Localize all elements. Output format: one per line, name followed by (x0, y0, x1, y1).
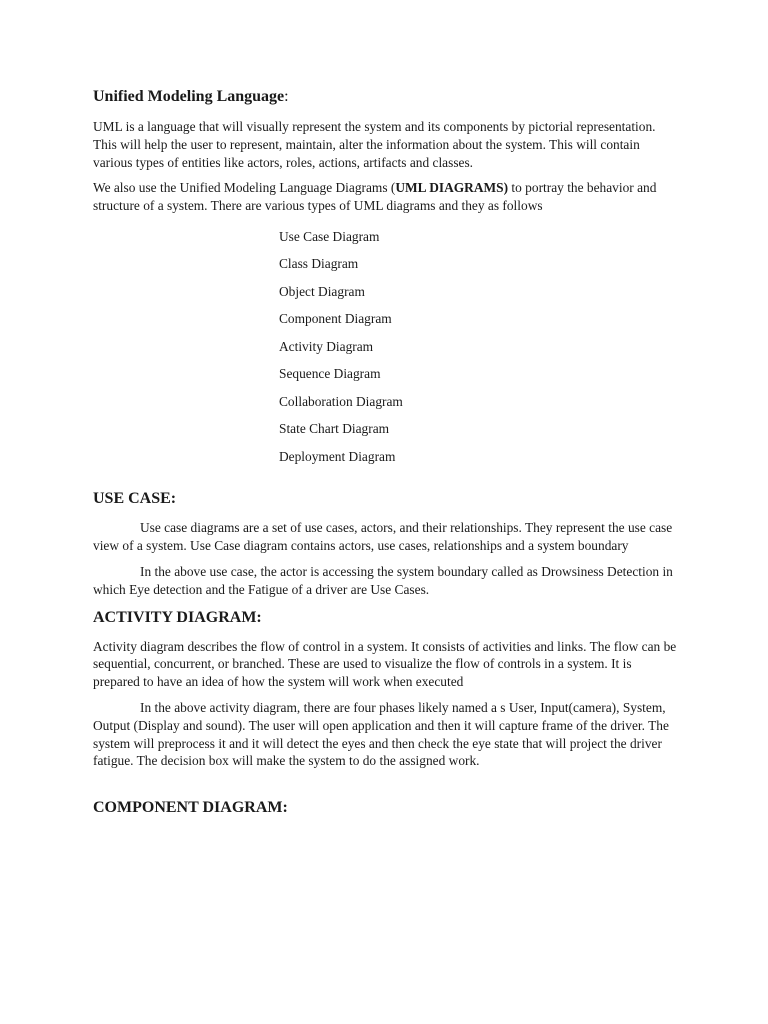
uml-diagrams-text-after: to portray the behavior and structure of a system. There are various types of UML diagrams and they as follows (93, 180, 657, 214)
list-item: Collaboration Diagram (279, 393, 403, 409)
uml-heading-colon: : (284, 88, 289, 105)
use-case-heading: USE CASE: (93, 490, 177, 508)
component-diagram-heading: COMPONENT DIAGRAM: (93, 799, 288, 817)
use-case-paragraph-2: In the above use case, the actor is accessing the system boundary called as Drowsiness Detection in which Eye detection and the Fatigue of a driver are Use Cases. (93, 564, 673, 597)
uml-diagrams-paragraph (93, 179, 678, 215)
uml-heading (93, 86, 678, 108)
list-item: Sequence Diagram (279, 366, 381, 382)
list-item: Object Diagram (279, 283, 365, 299)
list-item: Deployment Diagram (279, 448, 396, 464)
activity-paragraph-1: Activity diagram describes the flow of control in a system. It consists of activities and links. The flow can be sequential, concurrent, or branched. These are used to visualize the flow of controls in a system. It is prepared to have an idea of how the system will work when executed (93, 638, 677, 690)
activity-paragraph-2: In the above activity diagram, there are four phases likely named a s User, Input(camera), System, Output (Display and sound). The user will open application and then it will capture frame of the driver. The system will preprocess it and it will detect the eyes and then check the eye state that will project the driver fatigue. The decision box will make the system to do the assigned work. (93, 700, 669, 769)
uml-heading-text: Unified Modeling Language (93, 88, 285, 105)
uml-diagrams-bold: UML DIAGRAMS) (395, 180, 509, 196)
uml-diagrams-text-before: We also use the Unified Modeling Language Diagrams ( (93, 180, 396, 196)
uml-diagram-types-list (279, 223, 678, 471)
activity-diagram-heading: ACTIVITY DIAGRAM: (93, 608, 262, 626)
list-item: Component Diagram (279, 311, 392, 327)
use-case-paragraph-1: Use case diagrams are a set of use cases, actors, and their relationships. They represent the use case view of a system. Use Case diagram contains actors, use cases, relationships and a system boundary (93, 520, 673, 554)
list-item: Class Diagram (279, 256, 359, 272)
uml-intro-paragraph: UML is a language that will visually represent the system and its components by pictorial representation. This will help the user to represent, maintain, alter the information about the system. This will contain various types of entities like actors, roles, actions, artifacts and classes. (93, 119, 656, 170)
list-item: Activity Diagram (279, 338, 374, 354)
list-item: Use Case Diagram (279, 228, 380, 244)
document-page (93, 86, 678, 819)
list-item: State Chart Diagram (279, 421, 390, 437)
